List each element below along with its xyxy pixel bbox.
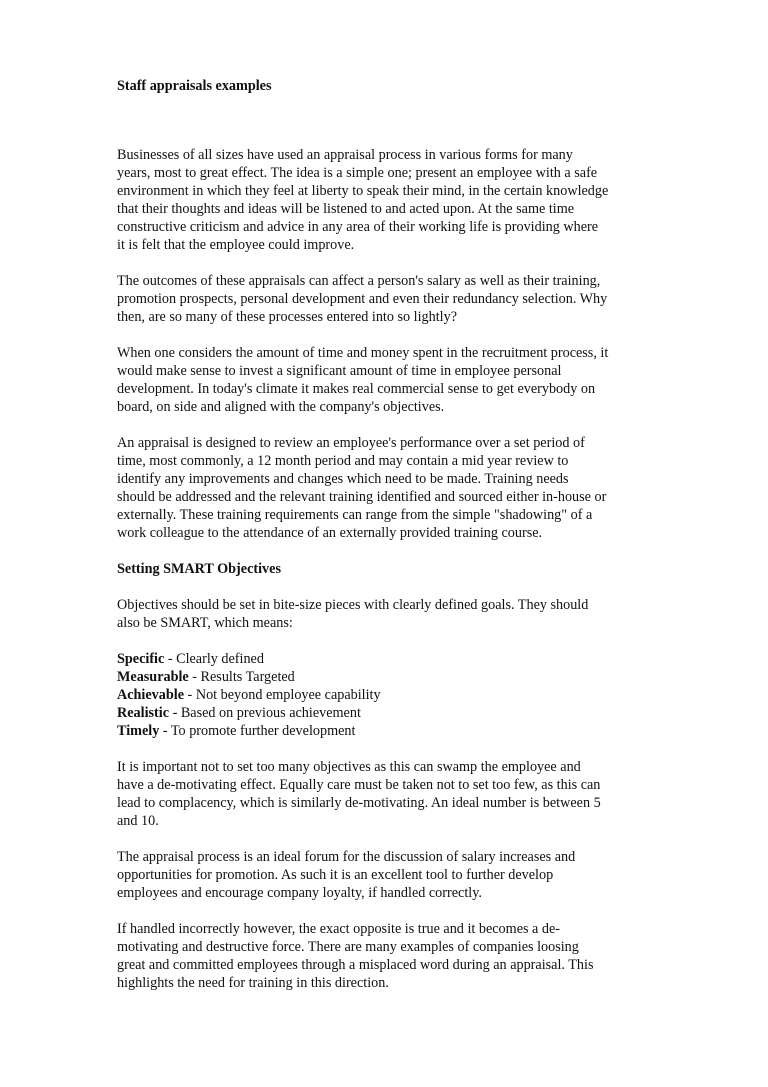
text-line: employees and encourage company loyalty, if handled correctly. xyxy=(117,885,482,901)
list-item-description: - Results Targeted xyxy=(188,669,295,685)
text-line: The appraisal process is an ideal forum for the discussion of salary increases and xyxy=(117,849,576,865)
text-line: If handled incorrectly however, the exact opposite is true and it becomes a de- xyxy=(117,921,561,937)
text-line: then, are so many of these processes entered into so lightly? xyxy=(117,309,458,325)
text-line: environment in which they feel at liberty to speak their mind, in the certain knowledge xyxy=(117,183,609,199)
document-page xyxy=(117,77,657,1010)
paragraph xyxy=(117,344,657,416)
text-line: motivating and destructive force. There are many examples of companies loosing xyxy=(117,939,579,955)
text-line: When one considers the amount of time and money spent in the recruitment process, it xyxy=(117,345,609,361)
paragraph xyxy=(117,146,657,254)
list-item-term: Achievable xyxy=(117,687,184,703)
text-line: also be SMART, which means: xyxy=(117,615,293,631)
text-line: The outcomes of these appraisals can affect a person's salary as well as their training, xyxy=(117,273,601,289)
text-line: have a de-motivating effect. Equally care must be taken not to set too few, as this can xyxy=(117,777,601,793)
text-line: promotion prospects, personal development and even their redundancy selection. Why xyxy=(117,291,608,307)
text-line: constructive criticism and advice in any area of their working life is providing where xyxy=(117,219,599,235)
list-item-description: - Not beyond employee capability xyxy=(184,687,381,703)
text-line: it is felt that the employee could improve. xyxy=(117,237,355,253)
list-item-term: Specific xyxy=(117,651,165,667)
document-title: Staff appraisals examples xyxy=(117,78,272,94)
text-line: that their thoughts and ideas will be listened to and acted upon. At the same time xyxy=(117,201,575,217)
paragraph xyxy=(117,848,657,902)
paragraph xyxy=(117,920,657,992)
text-line: time, most commonly, a 12 month period and may contain a mid year review to xyxy=(117,453,569,469)
document-body xyxy=(117,146,657,992)
paragraph xyxy=(117,758,657,830)
list-item-description: - Based on previous achievement xyxy=(169,705,361,721)
text-line: An appraisal is designed to review an employee's performance over a set period of xyxy=(117,435,585,451)
text-line: It is important not to set too many objectives as this can swamp the employee and xyxy=(117,759,581,775)
text-line: Objectives should be set in bite-size pieces with clearly defined goals. They should xyxy=(117,597,589,613)
text-line: opportunities for promotion. As such it is an excellent tool to further develop xyxy=(117,867,554,883)
text-line: work colleague to the attendance of an externally provided training course. xyxy=(117,525,543,541)
paragraph xyxy=(117,434,657,542)
list-item xyxy=(117,650,657,668)
text-line: board, on side and aligned with the company's objectives. xyxy=(117,399,445,415)
text-line: would make sense to invest a significant amount of time in employee personal xyxy=(117,363,562,379)
text-line: externally. These training requirements can range from the simple "shadowing" of a xyxy=(117,507,593,523)
text-line: highlights the need for training in this direction. xyxy=(117,975,389,991)
list-item xyxy=(117,686,657,704)
text-line: identify any improvements and changes which need to be made. Training needs xyxy=(117,471,569,487)
list-item-description: - To promote further development xyxy=(159,723,356,739)
list-item-description: - Clearly defined xyxy=(164,651,264,667)
paragraph xyxy=(117,596,657,632)
list-item-term: Realistic xyxy=(117,705,170,721)
text-line: and 10. xyxy=(117,813,159,829)
paragraph xyxy=(117,272,657,326)
text-line: development. In today's climate it makes real commercial sense to get everybody on xyxy=(117,381,596,397)
smart-list xyxy=(117,650,657,740)
text-line: should be addressed and the relevant training identified and sourced either in-house or xyxy=(117,489,607,505)
section-heading: Setting SMART Objectives xyxy=(117,561,281,577)
text-line: lead to complacency, which is similarly de-motivating. An ideal number is between 5 xyxy=(117,795,601,811)
text-line: years, most to great effect. The idea is a simple one; present an employee with a safe xyxy=(117,165,598,181)
list-item-term: Measurable xyxy=(117,669,189,685)
list-item-term: Timely xyxy=(117,723,160,739)
list-item xyxy=(117,722,657,740)
text-line: great and committed employees through a misplaced word during an appraisal. This xyxy=(117,957,594,973)
text-line: Businesses of all sizes have used an appraisal process in various forms for many xyxy=(117,147,573,163)
list-item xyxy=(117,704,657,722)
list-item xyxy=(117,668,657,686)
